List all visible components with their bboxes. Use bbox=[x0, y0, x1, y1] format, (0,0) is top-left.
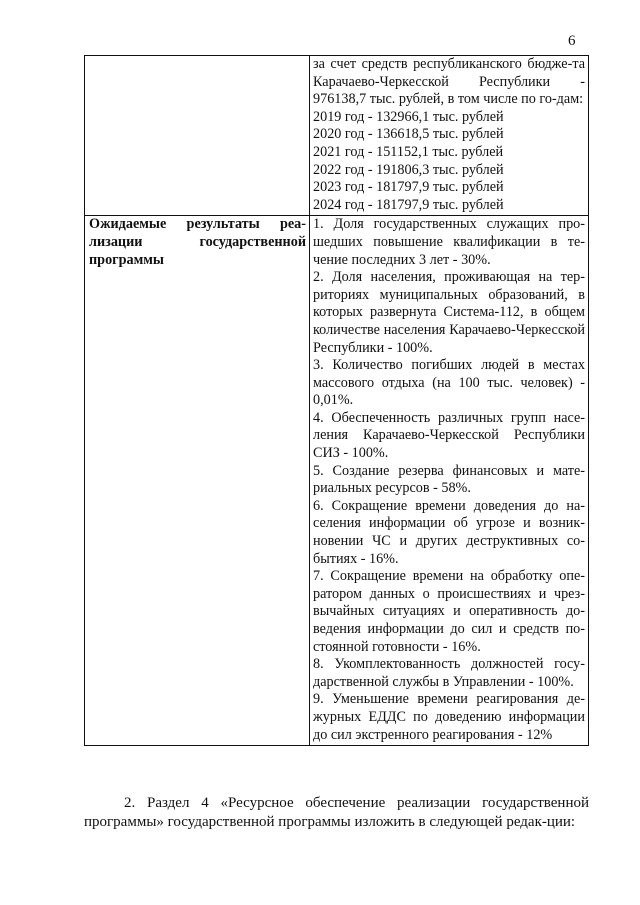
funding-row bbox=[85, 56, 589, 216]
funding-year-2024: 2024 год - 181797,9 тыс. рублей bbox=[313, 196, 504, 213]
result-item-8: 8. Укомплектованность должностей госу-дарственной службы в Управлении - 100%. bbox=[313, 656, 585, 690]
results-row bbox=[85, 216, 589, 746]
funding-year-2023: 2023 год - 181797,9 тыс. рублей bbox=[313, 179, 504, 196]
expected-results-cell bbox=[310, 216, 589, 746]
funding-label-cell bbox=[85, 56, 310, 216]
funding-year-2019: 2019 год - 132966,1 тыс. рублей bbox=[313, 108, 504, 125]
result-item-1: 1. Доля государственных служащих про-шедших повышение квалификации в те-чение последних 3 лет - 30%. bbox=[313, 216, 585, 268]
funding-year-2020: 2020 год - 136618,5 тыс. рублей bbox=[313, 126, 504, 143]
result-item-6: 6. Сокращение времени доведения до на-селения информации об угрозе и возник-новении ЧС и других деструктивных со-бытиях - 16%. bbox=[313, 497, 585, 567]
result-item-3: 3. Количество погибших людей в местах массового отдыха (на 100 тыс. человек) - 0,01%. bbox=[313, 357, 585, 409]
result-item-2: 2. Доля населения, проживающая на тер-риториях муниципальных образований, в которых развернута Система-112, в общем количестве населения Карачаево-Черкесской Республики - 100%. bbox=[313, 269, 585, 356]
result-item-5: 5. Создание резерва финансовых и мате-риальных ресурсов - 58%. bbox=[313, 462, 585, 497]
program-passport-table bbox=[84, 55, 589, 746]
funding-year-2022: 2022 год - 191806,3 тыс. рублей bbox=[313, 161, 504, 178]
page-number: 6 bbox=[568, 33, 576, 49]
result-item-7: 7. Сокращение времени на обработку опе-ратором данных о происшествиях и чрез-вычайных ситуациях и оперативность до-ведения информации до сил и средств по-стоянной готовности - 16%. bbox=[313, 568, 585, 655]
section-4-amendment-paragraph: 2. Раздел 4 «Ресурсное обеспечение реализации государственной программы» государственной программы изложить в следующей редак-ции: bbox=[84, 795, 589, 830]
result-item-4: 4. Обеспеченность различных групп насе-ления Карачаево-Черкесской Республики СИЗ - 100%. bbox=[313, 409, 585, 462]
funding-value-cell bbox=[310, 56, 589, 216]
result-item-9: 9. Уменьшение времени реагирования де-журных ЕДДС по доведению информации до сил экстренного реагирования - 12% bbox=[313, 691, 585, 743]
funding-paragraph: за счет средств республиканского бюдже-та Карачаево-Черкесской Республики - 976138,7 тыс. рублей, в том числе по го-дам: bbox=[313, 56, 585, 108]
funding-year-2021: 2021 год - 151152,1 тыс. рублей bbox=[313, 143, 504, 160]
expected-results-label: Ожидаемые результаты реа-лизации государственной программы bbox=[85, 216, 310, 746]
